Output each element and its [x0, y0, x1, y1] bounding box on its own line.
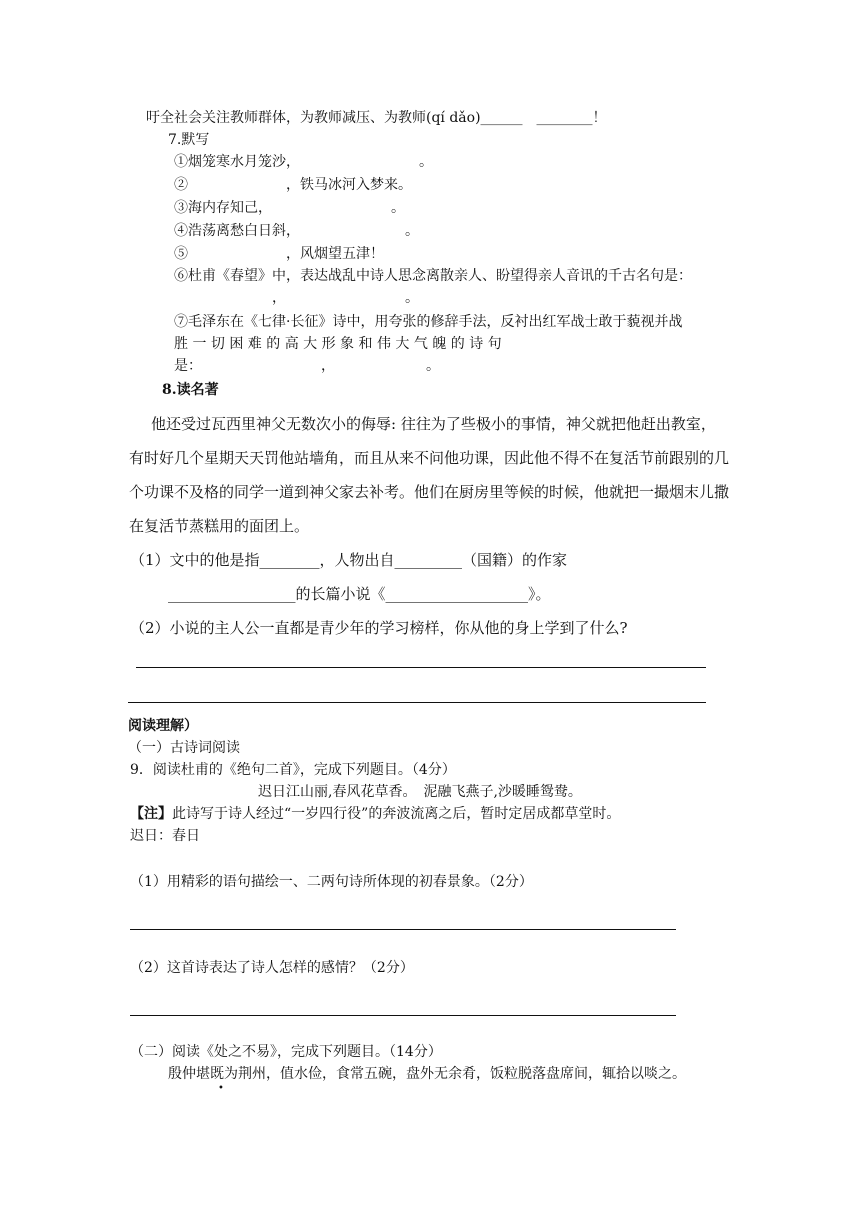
answer-line[interactable] — [128, 702, 706, 703]
dictation-item-6: ⑥杜甫《春望》中，表达战乱中诗人思念离散亲人、盼望得亲人音讯的千古名句是： — [174, 268, 692, 284]
answer-line[interactable] — [136, 667, 706, 668]
passage-line-1: 他还受过瓦西里神父无数次小的侮辱: 往往为了些极小的事情，神父就把他赶出教室， — [151, 415, 716, 433]
dictation-item-2: ② ，铁马冰河入梦来。 — [174, 177, 412, 193]
answer-line[interactable] — [130, 1015, 676, 1016]
passage-line-2: 有时好几个星期天天罚他站墙角，而且从来不问他功课，因此他不得不在复活节前跟别的几 — [129, 449, 730, 467]
fill-blank-line: 吁全社会关注教师群体，为教师减压、为教师(qí dǎo)______ ________！ — [146, 110, 607, 126]
dictation-item-7-cont: 胜 一 切 困 难 的 高 大 形 象 和 伟 大 气 魄 的 诗 句 — [174, 336, 502, 352]
part1-title: （一）古诗词阅读 — [128, 740, 240, 756]
question-2: （2）小说的主人公一直都是青少年的学习榜样，你从他的身上学到了什么? — [130, 619, 628, 637]
dictation-item-6-answer: ， 。 — [230, 290, 419, 306]
dictation-item-7: ⑦毛泽东在《七律·长征》诗中，用夸张的修辞手法，反衬出红军战士敢于藐视并战 — [174, 314, 683, 330]
dictation-item-3: ③海内存知己， 。 — [174, 200, 405, 216]
note-label: 【注】 — [130, 806, 172, 822]
question-1b: _________________的长篇小说《___________________》。 — [168, 585, 551, 603]
reading-heading: 阅读理解） — [128, 718, 198, 734]
emphasis-dot: • — [218, 1083, 224, 1094]
dictation-item-7-answer: 是： ， 。 — [174, 358, 440, 374]
passage-line-4: 在复活节蒸糕用的面团上。 — [129, 517, 310, 535]
dictation-item-4: ④浩荡离愁白日斜， 。 — [174, 223, 419, 239]
poem-text: 迟日江山丽,春风花草香。 泥融飞燕子,沙暖睡鸳鸯。 — [258, 784, 582, 800]
answer-line[interactable] — [130, 929, 676, 930]
dictation-item-1: ①烟笼寒水月笼沙， 。 — [174, 154, 433, 170]
part2-title: （二）阅读《处之不易》，完成下列题目。（14分） — [130, 1044, 442, 1060]
section8-heading: 8.读名著 — [162, 382, 219, 398]
question-9: 9．阅读杜甫的《绝句二首》，完成下列题目。（4分） — [130, 762, 456, 778]
note-text: 此诗写于诗人经过“一岁四行役”的奔波流离之后，暂时定居成都草堂时。 — [172, 806, 621, 822]
passage-line-3: 个功课不及格的同学一道到神父家去补考。他们在厨房里等候的时候，他就把一撮烟末儿撒 — [129, 483, 730, 501]
part2-text: 殷仲堪既为荆州，值水俭，食常五碗，盘外无余肴，饭粒脱落盘席间，辄拾以啖之。 — [168, 1066, 686, 1082]
dictation-item-5: ⑤ ，风烟望五津！ — [174, 246, 384, 262]
gloss: 迟日：春日 — [130, 828, 200, 844]
question-1a: （1）文中的他是指________，人物出自_________（国籍）的作家 — [130, 551, 568, 569]
section7-heading: 7.默写 — [168, 132, 210, 148]
question-9-2: （2）这首诗表达了诗人怎样的感情？（2分） — [130, 960, 414, 976]
question-9-1: （1）用精彩的语句描绘一、二两句诗所体现的初春景象。（2分） — [130, 874, 533, 890]
